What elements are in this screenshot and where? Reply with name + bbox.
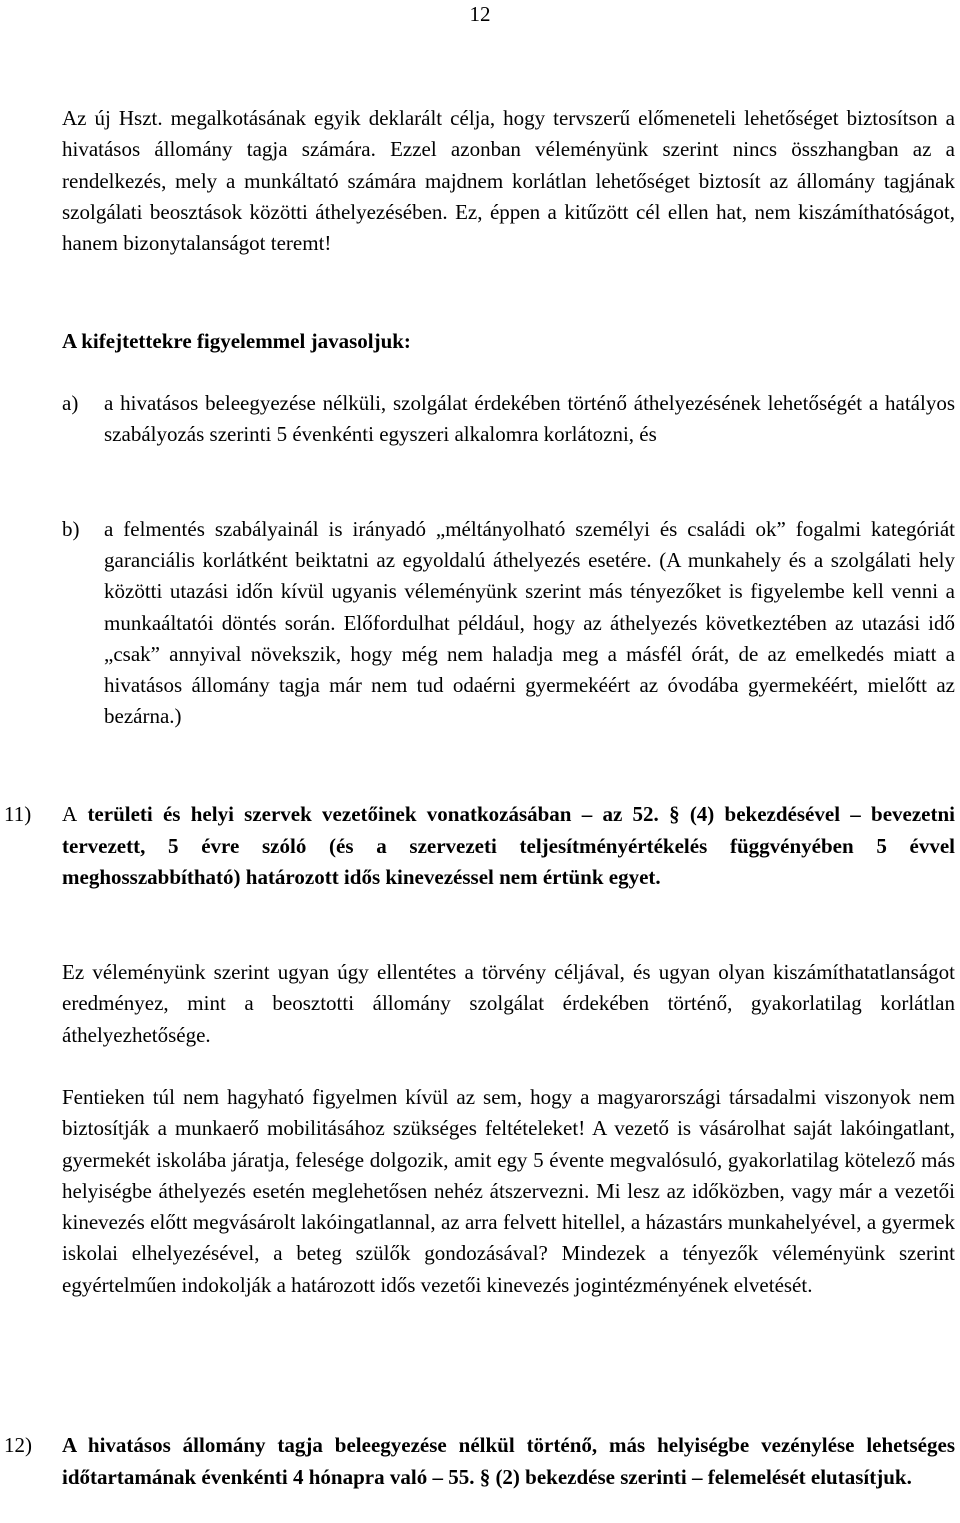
list-item-a-text: a hivatásos beleegyezése nélküli, szolgálat érdekében történő áthelyezésének lehetőségét a hatályos szabályozás szerinti 5 évenkénti egyszeri alkalomra korlátozni, és: [104, 391, 955, 447]
list-item-a: [62, 388, 955, 450]
list-marker-b: b): [62, 517, 80, 541]
paragraph-social-conditions: Fentieken túl nem hagyható figyelmen kívül az sem, hogy a magyarországi társadalmi viszonyok nem biztosítják a munkaerő mobilitásához szükséges feltételeket! A vezető is vásárolhat saját lakóingatlant, gyermekét iskolába járatja, felesége dolgozik, amit egy 5 évente megvalósuló, gyakorlatilag kötelező más helyiségbe áthelyezés esetén meglehetősen nehéz átszervezni. Mi lesz az időközben, vagy már a vezetői kinevezés előtt megvásárolt lakóingatlannal, az arra felvett hitellel, a házastárs munkahelyével, a gyermek iskolai elhelyezésével, a beteg szülők gondozásával? Mindezek a tényezők véleményünk szerint egyértelműen indokolják a határozott idős vezetői kinevezés jogintézményének elvetését.: [62, 1085, 955, 1297]
page-number: 12: [469, 2, 491, 26]
paragraph-intro: Az új Hszt. megalkotásának egyik deklarált célja, hogy tervszerű előmeneteli lehetőséget biztosítson a hivatásos állomány tagja számára. Ezzel azonban véleményünk szerint nincs összhangban az a rendelkezés, mely a munkáltató számára majdnem korlátlan lehetőséget biztosít az állomány tagjának szolgálati beosztások közötti áthelyezésében. Ez, éppen a kitűzött cél ellen hat, nem kiszámíthatóságot, hanem bizonytalanságot teremt!: [62, 106, 955, 256]
numbered-item-12-text: A hivatásos állomány tagja beleegyezése nélkül történő, más helyiségbe vezénylése lehetséges időtartamának évenkénti 4 hónapra való – 55. § (2) bekezdése szerinti – felemelését elutasítjuk.: [62, 1433, 955, 1489]
list-item-b: [62, 514, 955, 732]
numbered-item-11: [4, 799, 955, 894]
numbered-item-11-text: [62, 799, 955, 894]
numbered-item-11-bold: területi és helyi szervek vezetőinek vonatkozásában – az 52. § (4) bekezdésével – bevezetni tervezett, 5 évre szóló (és a szervezeti teljesítményértékelés függvényében 5 évvel meghosszabbítható) határozott idős kinevezéssel nem értünk egyet.: [62, 802, 956, 889]
paragraph-opinion: Ez véleményünk szerint ugyan úgy ellentétes a törvény céljával, és ugyan olyan kiszámíthatatlanságot eredményez, mint a beosztotti állomány szolgálat érdekében történő, gyakorlatilag korlátlan áthelyezhetősége.: [62, 960, 955, 1047]
numbered-item-12: [4, 1430, 955, 1493]
list-marker-a: a): [62, 391, 79, 415]
numbered-marker-11: 11): [4, 802, 32, 826]
numbered-item-11-lead: A: [62, 802, 78, 826]
numbered-marker-12: 12): [4, 1433, 32, 1457]
list-item-b-text: a felmentés szabályainál is irányadó „méltányolható személyi és családi ok” fogalmi kategóriát garanciális korlátként beiktatni az egyoldalú áthelyezés esetére. (A munkahely és a szolgálati hely közötti utazási időn kívül ugyanis véleményünk szerint más tényezőket is figyelembe kell venni a munkaáltatói döntés során. Előfordulhat például, hogy az áthelyezés következtében az utazási idő „csak” annyival növekszik, hogy még nem haladja meg a másfél órát, de az emelkedés miatt a hivatásos állomány tagja már nem tud odaérni gyermekéért az óvodába gyermekéért, mielőtt az bezárna.): [104, 517, 955, 729]
proposal-heading: A kifejtettekre figyelemmel javasoljuk:: [62, 329, 411, 353]
